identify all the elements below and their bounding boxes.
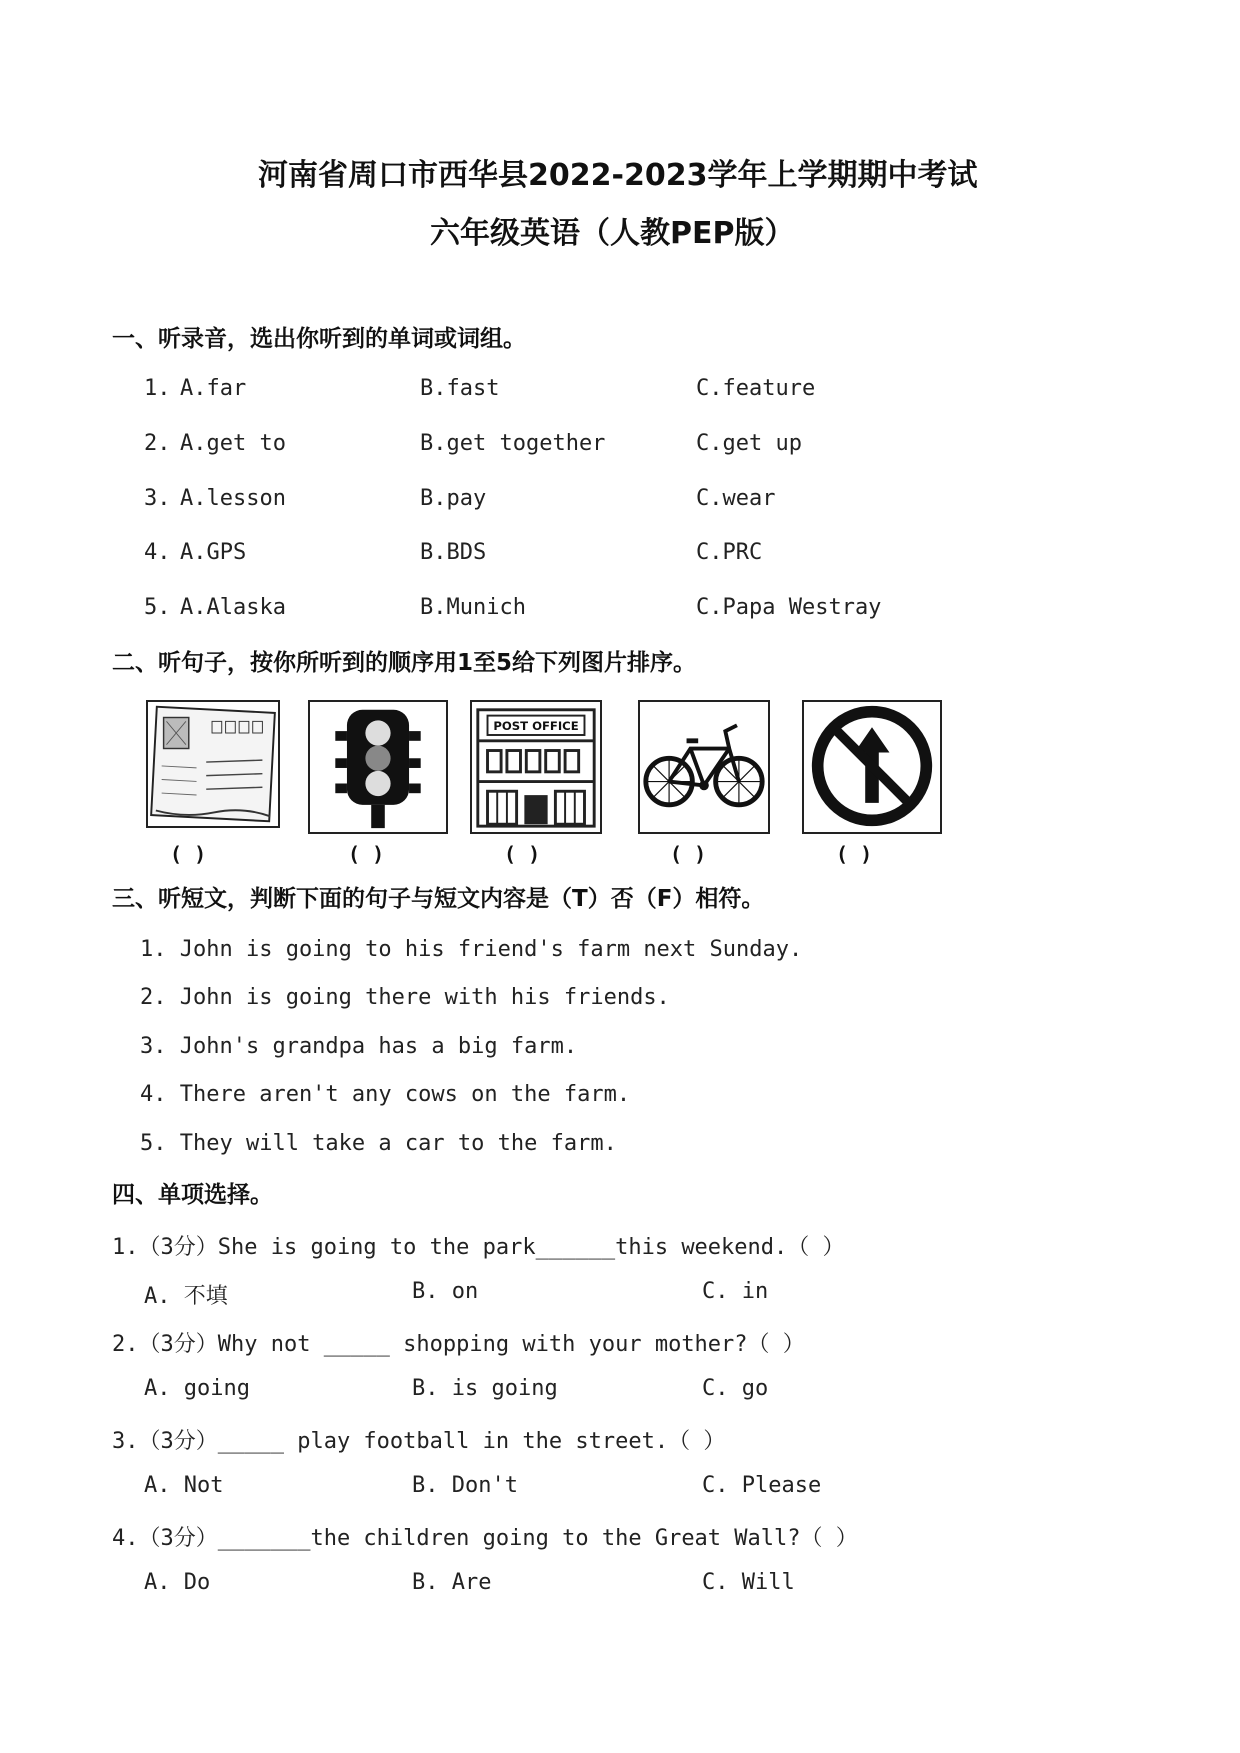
- option-c: C.wear: [696, 486, 776, 511]
- section4-heading: 四、单项选择。: [112, 1182, 273, 1208]
- option-a: A.far: [180, 376, 247, 401]
- answer-blank[interactable]: ( ): [348, 842, 385, 866]
- statement-item: 3. John's grandpa has a big farm.: [140, 1034, 578, 1059]
- statement-item: 5. They will take a car to the farm.: [140, 1131, 617, 1156]
- option-a: A.GPS: [180, 540, 247, 565]
- option-c: C.get up: [696, 431, 802, 456]
- choice-a[interactable]: A. Not: [144, 1473, 224, 1498]
- item-number: 4.: [144, 540, 171, 565]
- postcard-picture: [146, 700, 280, 828]
- postcard-icon: [148, 702, 278, 826]
- option-a: A.get to: [180, 431, 286, 456]
- question-stem: 4.（3分）_______the children going to the Great Wall?（ ）: [112, 1526, 858, 1551]
- section2-heading: 二、听句子，按你所听到的顺序用1至5给下列图片排序。: [112, 650, 697, 676]
- answer-blank[interactable]: ( ): [504, 842, 541, 866]
- item-number: 2.: [144, 431, 171, 456]
- choice-c[interactable]: C. Please: [702, 1473, 822, 1498]
- no-straight-ahead-picture: [802, 700, 942, 834]
- item-number: 1.: [144, 376, 171, 401]
- choice-a[interactable]: A. Do: [144, 1570, 211, 1595]
- item-number: 3.: [144, 486, 171, 511]
- choice-c[interactable]: C. go: [702, 1376, 769, 1401]
- option-b: B.Munich: [420, 595, 526, 620]
- choice-a[interactable]: A. going: [144, 1376, 250, 1401]
- traffic-light-picture: [308, 700, 448, 834]
- post-office-icon: [472, 702, 600, 832]
- post-office-sign: POST OFFICE: [493, 719, 579, 734]
- item-number: 5.: [144, 595, 171, 620]
- section1-heading: 一、听录音，选出你听到的单词或词组。: [112, 326, 526, 352]
- option-b: B.fast: [420, 376, 500, 401]
- choice-b[interactable]: B. is going: [412, 1376, 558, 1401]
- option-a: A.Alaska: [180, 595, 286, 620]
- page-subtitle: 六年级英语（人教PEP版）: [430, 216, 795, 251]
- question-stem: 1.（3分）She is going to the park______this weekend.（ ）: [112, 1235, 845, 1260]
- statement-item: 4. There aren't any cows on the farm.: [140, 1082, 631, 1107]
- post-office-picture: [470, 700, 602, 834]
- bicycle-icon: [640, 702, 768, 832]
- question-stem: 3.（3分）_____ play football in the street.（ ）: [112, 1429, 726, 1454]
- option-b: B.BDS: [420, 540, 487, 565]
- choice-c[interactable]: C. Will: [702, 1570, 795, 1595]
- answer-blank[interactable]: ( ): [170, 842, 207, 866]
- statement-item: 1. John is going to his friend's farm next Sunday.: [140, 937, 803, 962]
- option-c: C.feature: [696, 376, 816, 401]
- option-a: A.lesson: [180, 486, 286, 511]
- choice-a[interactable]: A. 不填: [144, 1284, 228, 1309]
- section3-heading: 三、听短文，判断下面的句子与短文内容是（T）否（F）相符。: [112, 886, 765, 912]
- choice-b[interactable]: B. on: [412, 1279, 479, 1304]
- answer-blank[interactable]: ( ): [836, 842, 873, 866]
- option-c: C.Papa Westray: [696, 595, 882, 620]
- option-c: C.PRC: [696, 540, 763, 565]
- choice-b[interactable]: B. Don't: [412, 1473, 518, 1498]
- bicycle-picture: [638, 700, 770, 834]
- question-stem: 2.（3分）Why not _____ shopping with your mother?（ ）: [112, 1332, 805, 1357]
- no-straight-ahead-sign-icon: [804, 702, 940, 832]
- option-b: B.pay: [420, 486, 487, 511]
- choice-b[interactable]: B. Are: [412, 1570, 492, 1595]
- page-title: 河南省周口市西华县2022-2023学年上学期期中考试: [258, 158, 978, 193]
- choice-c[interactable]: C. in: [702, 1279, 769, 1304]
- statement-item: 2. John is going there with his friends.: [140, 985, 670, 1010]
- answer-blank[interactable]: ( ): [670, 842, 707, 866]
- traffic-light-icon: [310, 702, 446, 832]
- option-b: B.get together: [420, 431, 606, 456]
